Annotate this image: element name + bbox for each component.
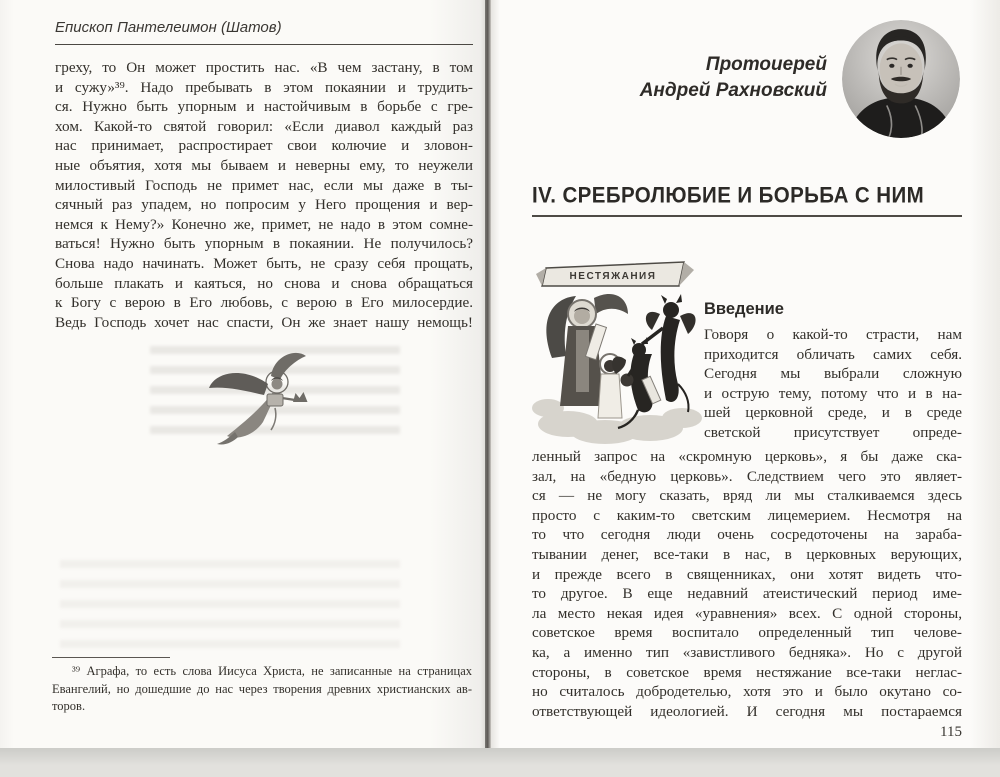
text-line: тывании денег, все-таки в нас, в церковных верующих, [532,545,962,563]
text-line: ³⁹ Аграфа, то есть слова Иисуса Христа, не записанные на страницах [72,664,472,678]
author-name [533,52,827,104]
section-heading: Введение [704,300,784,318]
footnote [52,663,472,716]
text-line: сячный раз упадем, но попросим у Него прощения и вер- [55,196,473,214]
text-line: ся. Нужно быть упорным и настойчивым в борьбе с гре- [55,98,473,116]
text-line: греху, то Он может простить нас. «В чем застану, в том [55,59,473,76]
page-number: 115 [940,724,962,740]
text-line: то что сегодня люди очень сосредоточены на зараба- [532,526,962,544]
text-line: ные объятия, хотя мы бываем и неверны ему, то неужели [55,156,473,174]
author-portrait-photo [842,20,960,138]
text-line: приходится обличать самих себя. [704,345,962,363]
right-page [490,0,1000,748]
text-line: торов. [52,699,86,714]
text-line: Ведь Господь хочет нас спасти, Он же знает нашу немощь! [55,313,473,331]
running-head: Епископ Пантелеимон (Шатов) [55,19,282,36]
text-line: то другое. В еще недавний атеистический период име- [532,585,962,603]
running-head-divider [55,44,473,45]
icon-illustration-nonacquisitiveness [530,258,702,448]
text-line: ответствующей идеологией. И сегодня мы постараемся [532,702,962,720]
text-line: но считалось добродетелью, хотя это и было окутано со- [532,683,962,701]
chapter-title: IV. СРЕБРОЛЮБИЕ И БОРЬБА С НИМ [532,183,925,208]
left-body-text [55,58,473,332]
text-line: и острую тему, потому что и в на- [704,384,962,402]
page-gutter-shadow [485,0,491,777]
text-line: хом. Какой-то святой говорил: «Если диавол каждый раз [55,117,473,135]
angel-vignette-illustration [200,350,340,462]
text-line: к Богу с верою в Его любовь, с верою в Его милосердие. [55,294,473,312]
text-line: стороны, в советское время нестяжание все-таки неглас- [532,663,962,681]
text-line: ся — не могу сказать, вряд ли мы сталкиваемся здесь [532,487,962,505]
text-line: просто с каким-то светским лицемерием. Несмотря на [532,506,962,524]
text-line: нас принимает, распростирает свои колючие и зловон- [55,137,473,155]
text-line: советское время воспитало определенный тип челове- [532,624,962,642]
footnote-divider [52,657,170,658]
text-line: милостивый Господь не примет нас, если мы даже в ты- [55,176,473,194]
scanner-background [0,748,1000,777]
text-line: и сужу»³⁹. Надо пребывать в этом покаянии и трудить- [55,78,473,96]
text-line: светской присутствует опреде- [704,423,962,441]
text-line: немся к Нему?» Конечно же, примет, не надо в этом сомне- [55,215,473,233]
showthrough-ghost-text [60,560,400,650]
text-line: Говоря о какой-то страсти, нам [704,326,962,343]
chapter-title-divider [532,215,962,217]
text-line: зал, на «бедную церковь». Следствием чего это являет- [532,467,962,485]
text-line: ла место некая идея «уравнения» всех. С одной стороны, [532,604,962,622]
intro-text-column [704,325,962,443]
left-page [0,0,487,748]
text-line: Снова надо начинать. Может быть, не сразу себя прощать, [55,254,473,272]
text-line: ваться! Нужно быть упорным в покаянии. Не получилось? [55,235,473,253]
text-line: ка, а именно тип «завистливого бедняка». Но с другой [532,643,962,661]
text-line: Евангелий, но дошедшие до нас через творения древних христианских ав- [52,681,472,696]
text-line: ленный запрос на «скромную церковь», я бы даже ска- [532,448,962,465]
author-title: Протоиерей [705,54,827,75]
text-line: Сегодня мы выбрали сложную [704,365,962,383]
icon-banner-text: НЕСТЯЖАНИЯ [569,271,657,282]
text-line: и прежде всего в священниках, они хотят видеть что- [532,565,962,583]
body-text [532,447,962,721]
author-fullname: Андрей Рахновский [639,80,827,101]
text-line: шей церковной среде, и в среде [704,404,962,422]
text-line: больше плакать и каяться, но снова и снова обращаться [55,274,473,292]
